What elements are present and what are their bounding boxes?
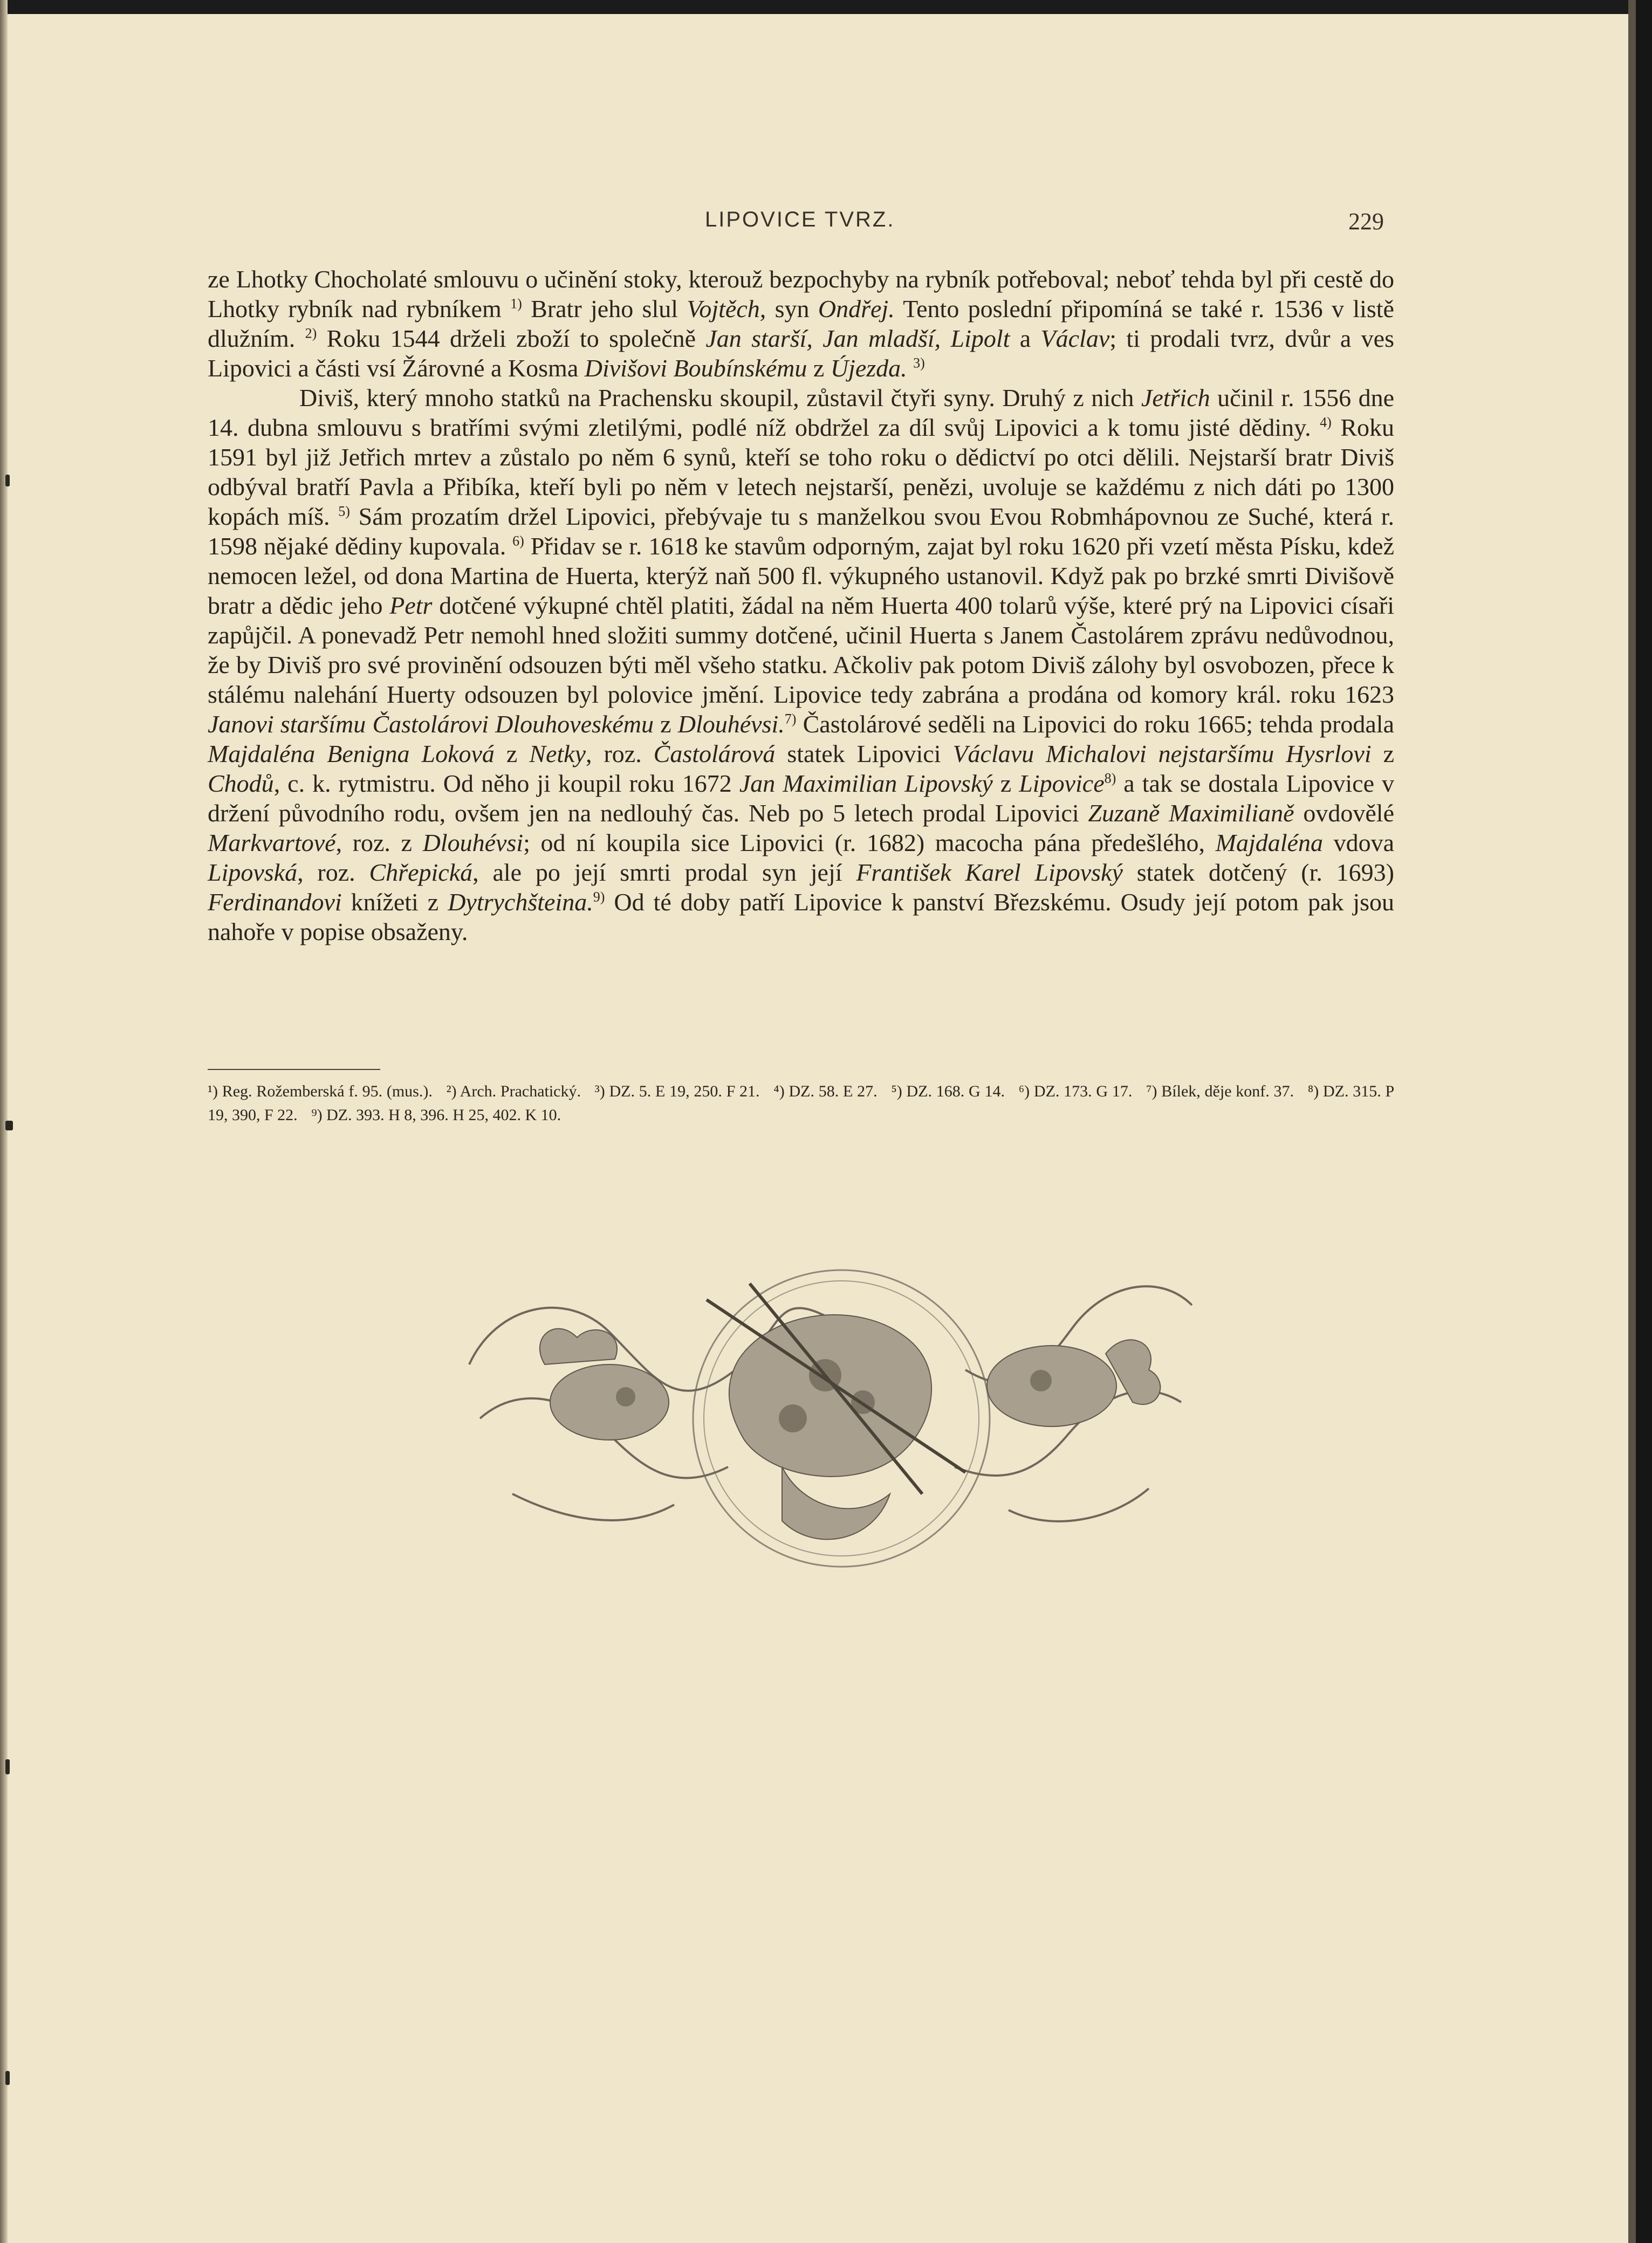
footnote: ⁷) Bílek, děje konf. 37. [1146, 1082, 1294, 1100]
footnote: ⁵) DZ. 168. G 14. [891, 1082, 1005, 1100]
footnote: ⁶) DZ. 173. G 17. [1018, 1082, 1133, 1100]
scan-border-top [0, 0, 1652, 14]
margin-mark [5, 1759, 10, 1774]
footnote: ⁸) DZ. 315. P 19, 390, F 22. [208, 1082, 1395, 1124]
footnote: ⁹) DZ. 393. H 8, 396. H 25, 402. K 10. [311, 1106, 561, 1124]
footnotes [208, 1080, 1394, 1127]
ornamental-vignette [448, 1240, 1214, 1586]
margin-mark [5, 475, 10, 486]
body-text [208, 264, 1394, 946]
scan-border-right [1636, 0, 1652, 2243]
footnote: ²) Arch. Prachatický. [446, 1082, 581, 1100]
scan-border-right-inner [1628, 0, 1636, 2243]
footnote: ¹) Reg. Rožemberská f. 95. (mus.). [208, 1082, 433, 1100]
page-number: 229 [1348, 208, 1384, 235]
margin-mark [5, 2071, 10, 2085]
paragraph-1: ze Lhotky Chocholaté smlouvu o učinění stoky, kterouž bezpochyby na rybník potřeboval; neboť tehda byl při cestě do Lhotky rybník nad rybníkem $^{1)}$ Bratr jeho slul Vojtěch, syn Ondřej. Tento poslední připomíná se také r. 1536 v listě dlužním. $^{2)}$ Roku 1544 drželi zboží to společně Jan starší, Jan mladší, Lipolt a Václav; ti prodali tvrz, dvůr a ves Lipovici a části vsí Žárovné a Kosma Divišovi Boubínskému z Újezda. $^{3)}$ [208, 265, 1394, 382]
running-head: LIPOVICE TVRZ. [705, 208, 895, 231]
footnote: ⁴) DZ. 58. E 27. [773, 1082, 878, 1100]
footnote-rule [208, 1069, 380, 1070]
margin-mark [5, 1121, 13, 1130]
paragraph-2: Diviš, který mnoho statků na Prachensku skoupil, zůstavil čtyři syny. Druhý z nich Jetřich učinil r. 1556 dne 14. dubna smlouvu s bratřími svými zletilými, podlé níž obdržel za díl svůj Lipovici a k tomu jisté dědiny. $^{4)}$ Roku 1591 byl již Jetřich mrtev a zůstalo po něm 6 synů, kteří se toho roku o dědictví po otci dělili. Nejstarší bratr Diviš odbýval bratří Pavla a Přibíka, kteří byli po něm v letech nejstarší, penězi, uvoluje se každému z nich dáti po 1300 kopách míš. $^{5)}$ Sám prozatím držel Lipovici, přebývaje tu s manželkou svou Evou Robmhápovnou ze Suché, která r. 1598 nějaké dědiny kupovala. $^{6)}$ Přidav se r. 1618 ke stavům odporným, zajat byl roku 1620 při vzetí města Písku, kdež nemocen ležel, od dona Martina de Huerta, kterýž naň 500 fl. výkupného ustanovil. Když pak po brzké smrti Divišově bratr a dědic jeho Petr dotčené výkupné chtěl platiti, žádal na něm Huerta 400 tolarů výše, které prý na Lipovici císaři zapůjčil. A ponevadž Petr nemohl hned složiti summy dotčené, učinil Huerta s Janem Častolárem zprávu nedůvodnou, že by Diviš pro své provinění odsouzen býti měl všeho statku. Ačkoliv pak potom Diviš zálohy byl osvobozen, přece k stálému nalehání Huerty odsouzen byl polovice jmění. Lipovice tedy zabrána a prodána od komory král. roku 1623 Janovi staršímu Častolárovi Dlouhoveskému z Dlouhévsi.$^{7)}$ Častolárové seděli na Lipovici do roku 1665; tehda prodala Majdaléna Benigna Loková z Netky, roz. Častolárová statek Lipovici Václavu Michalovi nejstaršímu Hysrlovi z Chodů, c. k. rytmistru. Od něho ji koupil roku 1672 Jan Maximilian Lipovský z Lipovice$^{8)}$ a tak se dostala Lipovice v držení původního rodu, ovšem jen na nedlouhý čas. Neb po 5 letech prodal Lipovici Zuzaně Maximilianě ovdovělé Markvartové, roz. z Dlouhévsi; od ní koupila sice Lipovici (r. 1682) macocha pána předešlého, Majdaléna vdova Lipovská, roz. Chřepická, ale po její smrti prodal syn její František Karel Lipovský statek dotčený (r. 1693) Ferdinandovi knížeti z Dytrychšteina.$^{9)}$ Od té doby patří Lipovice k panství Březskému. Osudy její potom pak jsou nahoře v popise obsaženy. [208, 384, 1395, 945]
footnote: ³) DZ. 5. E 19, 250. F 21. [594, 1082, 760, 1100]
